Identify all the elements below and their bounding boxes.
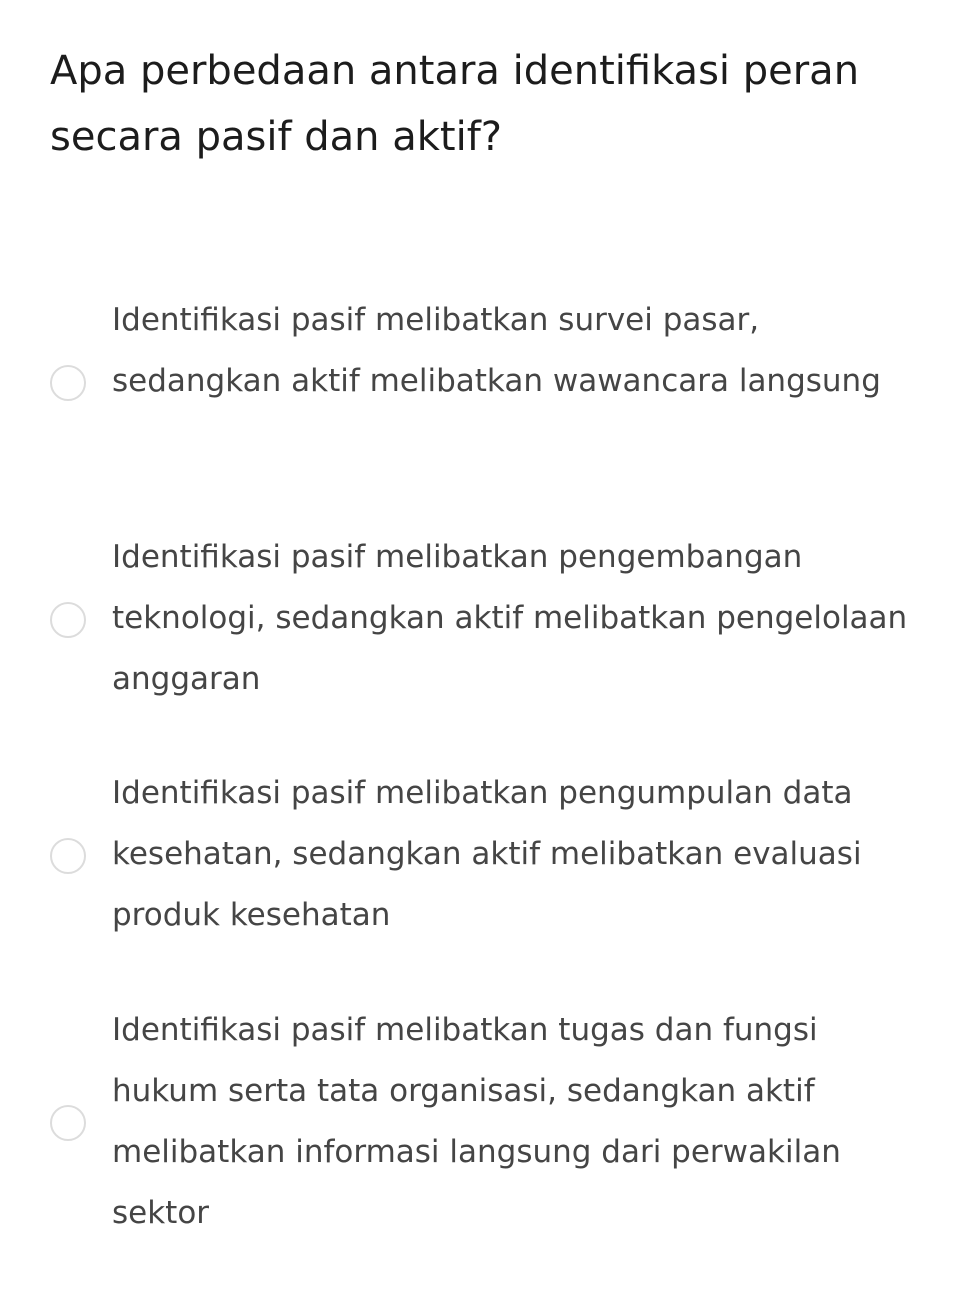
radio-button-icon[interactable]	[50, 602, 86, 638]
question-title: Apa perbedaan antara identifikasi peran secara pasif dan aktif?	[50, 48, 860, 160]
option-label: Identifikasi pasif melibatkan survei pasar, sedangkan aktif melibatkan wawancara langsung	[112, 302, 881, 399]
radio-button-icon[interactable]	[50, 1105, 86, 1141]
answer-option-3[interactable]	[0, 763, 964, 953]
option-label: Identifikasi pasif melibatkan tugas dan fungsi hukum serta tata organisasi, sedangkan aktif melibatkan informasi langsung dari perwakilan sektor	[112, 1012, 841, 1231]
option-label: Identifikasi pasif melibatkan pengumpulan data kesehatan, sedangkan aktif melibatkan evaluasi produk kesehatan	[112, 775, 862, 933]
answer-option-2[interactable]	[0, 527, 964, 717]
answer-option-4[interactable]	[0, 1000, 964, 1250]
radio-button-icon[interactable]	[50, 365, 86, 401]
option-label: Identifikasi pasif melibatkan pengembangan teknologi, sedangkan aktif melibatkan pengelolaan anggaran	[112, 539, 908, 697]
answer-option-1[interactable]	[0, 290, 964, 480]
radio-button-icon[interactable]	[50, 838, 86, 874]
